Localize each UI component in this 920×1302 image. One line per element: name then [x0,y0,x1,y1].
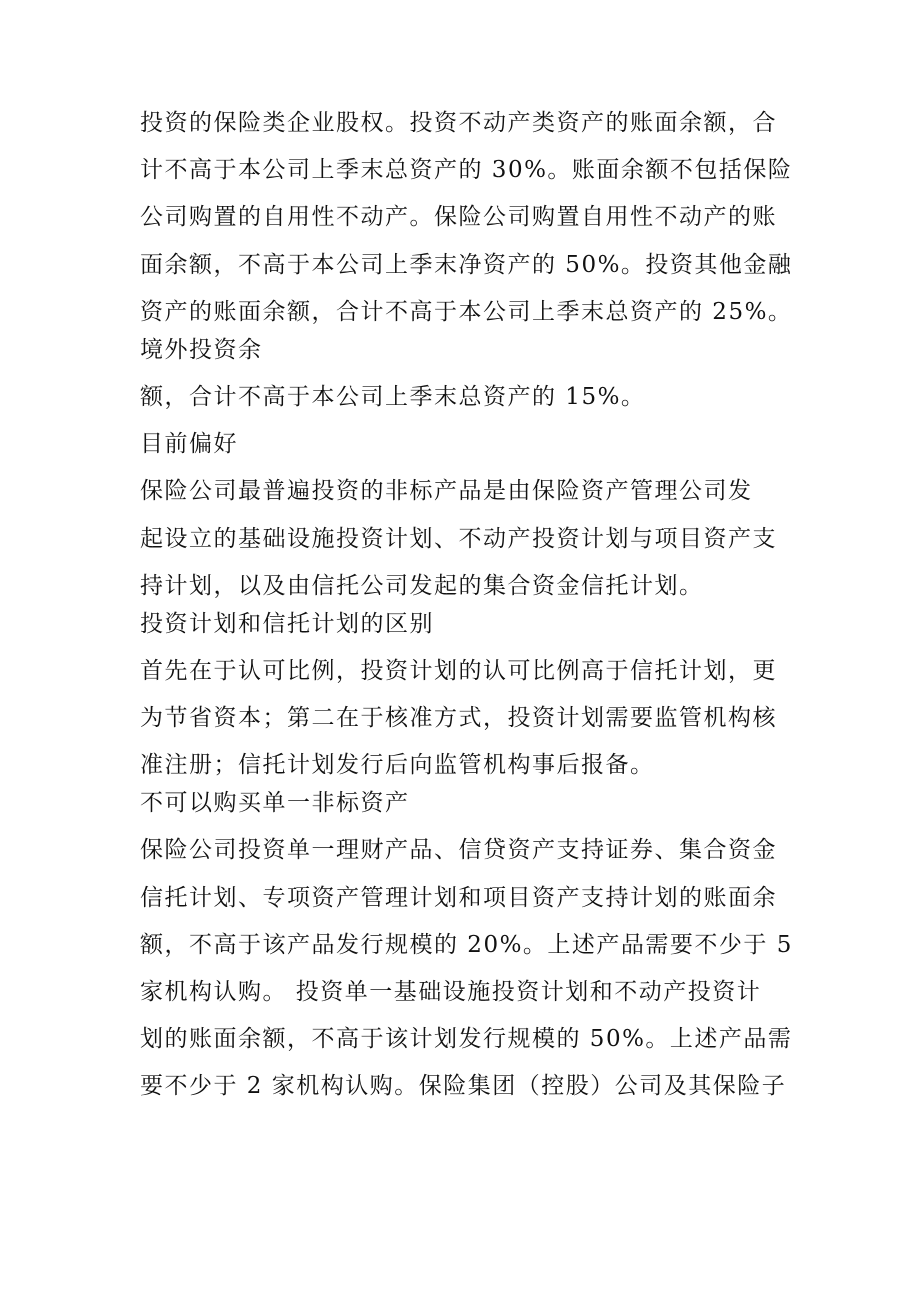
text-line: 起设立的基础设施投资计划、不动产投资计划与项目资产支 [140,525,777,552]
text-line: 划的账面余额，不高于该计划发行规模的 50%。上述产品需 [140,1026,793,1053]
text-line: 公司购置的自用性不动产。保险公司购置自用性不动产的账 [140,204,777,231]
text-line: 持计划，以及由信托公司发起的集合资金信托计划。 [140,572,704,599]
text-line: 为节省资本；第二在于核准方式，投资计划需要监管机构核 [140,705,777,732]
text-line: 额，不高于该产品发行规模的 20%。上述产品需要不少于 5 [140,931,793,958]
document-body [140,110,793,1123]
text-line: 首先在于认可比例，投资计划的认可比例高于信托计划，更 [140,657,777,684]
text-line: 境外投资余 [140,336,263,363]
section-heading: 不可以购买单一非标资产 [140,790,410,817]
text-line: 额，合计不高于本公司上季末总资产的 15%。 [140,383,646,410]
text-line: 资产的账面余额，合计不高于本公司上季末总资产的 25%。 [140,298,793,325]
text-line: 保险公司投资单一理财产品、信贷资产支持证券、集合资金 [140,837,777,864]
text-line: 保险公司最普遍投资的非标产品是由保险资产管理公司发 [140,478,753,505]
text-line: 准注册；信托计划发行后向监管机构事后报备。 [140,752,655,779]
section-heading: 目前偏好 [140,431,238,458]
text-line: 要不少于 2 家机构认购。保险集团（控股）公司及其保险子 [140,1073,787,1100]
text-line: 面余额，不高于本公司上季末净资产的 50%。投资其他金融 [140,251,793,278]
text-line: 信托计划、专项资产管理计划和项目资产支持计划的账面余 [140,884,777,911]
text-line: 计不高于本公司上季末总资产的 30%。账面余额不包括保险 [140,157,793,184]
text-line: 家机构认购。 投资单一基础设施投资计划和不动产投资计 [140,979,762,1005]
section-heading: 投资计划和信托计划的区别 [140,610,434,637]
text-line: 投资的保险类企业股权。投资不动产类资产的账面余额，合 [140,110,777,136]
